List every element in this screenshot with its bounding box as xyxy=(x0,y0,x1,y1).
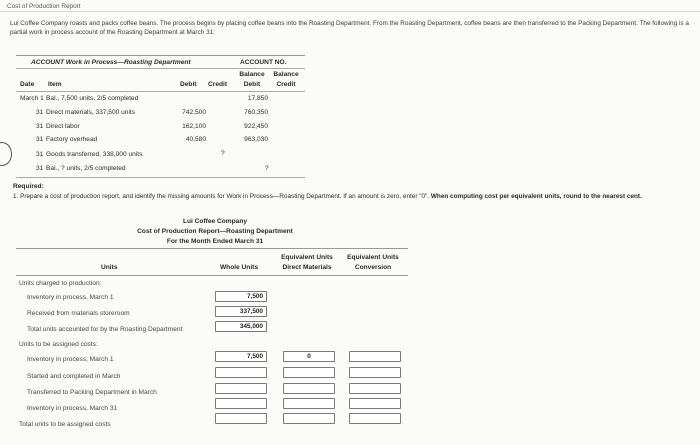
ledger-divider xyxy=(16,68,305,69)
inv2-conv-input[interactable] xyxy=(349,351,401,362)
ledger-header-item: Item xyxy=(48,81,62,88)
inv-end-dm-input[interactable] xyxy=(283,398,335,409)
ledger-row-date: March 1 xyxy=(20,95,44,102)
row-total-assigned: Total units to be assigned costs xyxy=(19,421,111,428)
cursor-arc-icon xyxy=(0,142,12,166)
ledger-row-debit: 40,580 xyxy=(185,136,206,143)
report-top-rule xyxy=(16,248,408,249)
ledger-row-debit: 162,100 xyxy=(182,123,206,130)
ledger-row-item: Goods transferred, 338,000 units xyxy=(46,151,143,158)
ledger-row-date: 31 xyxy=(36,165,44,172)
transferred-dm-input[interactable] xyxy=(283,383,335,394)
col-conv-line2: Conversion xyxy=(354,264,392,271)
ledger-row-date: 31 xyxy=(36,151,44,158)
ledger-row-bal-debit: ? xyxy=(265,165,269,172)
intro-text: Lui Coffee Company roasts and packs coffee beans. The process begins by placing coffee beans into the Roasting Department. From the Roasting Department, coffee beans are then transferred to the Packing Department. The following is a partial work in process account of the Roasting Department at March 31: xyxy=(10,20,689,36)
row-inventory-march1: Inventory in process, March 1 xyxy=(27,294,114,301)
ledger-row-debit: 742,500 xyxy=(182,109,206,116)
ledger-row-bal-debit: 17,850 xyxy=(247,95,268,102)
ledger-row-item: Bal., 7,500 units, 2/5 completed xyxy=(46,95,139,102)
ledger-row-item: Direct labor xyxy=(46,123,80,130)
ledger-header-divider xyxy=(16,91,305,92)
col-dm-line1: Equivalent Units xyxy=(281,254,333,261)
ledger-header-debit: Debit xyxy=(180,81,197,88)
header-divider xyxy=(0,11,700,12)
ledger-header-balance: Balance xyxy=(239,71,265,78)
inv-end-whole-input[interactable] xyxy=(215,398,267,409)
ledger-row-bal-debit: 963,030 xyxy=(244,136,268,143)
started-conv-input[interactable] xyxy=(349,367,401,378)
ledger-row-item: Bal., ? units, 2/5 completed xyxy=(46,165,126,172)
inv-end-conv-input[interactable] xyxy=(349,398,401,409)
section-units-charged: Units charged to production: xyxy=(19,280,102,287)
total-assigned-whole-input[interactable] xyxy=(215,413,267,424)
transferred-conv-input[interactable] xyxy=(349,383,401,394)
ledger-header-bal-debit: Debit xyxy=(243,81,261,88)
ledger-title: ACCOUNT Work in Process—Roasting Department xyxy=(31,59,191,66)
ledger-header-date: Date xyxy=(20,81,35,88)
report-header-rule xyxy=(16,275,408,276)
col-dm-line2: Direct Materials xyxy=(282,264,332,271)
row-received: Received from materials storeroom xyxy=(27,310,130,317)
ledger-row-date: 31 xyxy=(36,123,44,130)
page-title: Cost of Production Report xyxy=(7,3,81,10)
ledger-row-bal-debit: 760,350 xyxy=(244,109,268,116)
total-assigned-conv-input[interactable] xyxy=(349,413,401,424)
ledger-account-no: ACCOUNT NO. xyxy=(240,59,287,66)
section-units-assigned: Units to be assigned costs: xyxy=(19,341,98,348)
total-accounted-whole-input[interactable] xyxy=(215,321,267,332)
received-whole-input[interactable] xyxy=(215,306,267,317)
transferred-whole-input[interactable] xyxy=(215,383,267,394)
col-whole-units: Whole Units xyxy=(219,264,259,271)
required-label: Required: xyxy=(13,183,44,190)
col-units: Units xyxy=(101,264,118,271)
row-total-accounted: Total units accounted for by the Roasting Department xyxy=(27,326,183,333)
ledger-header-balance-2: Balance xyxy=(273,71,299,78)
ledger-row-date: 31 xyxy=(36,109,44,116)
total-assigned-dm-input[interactable] xyxy=(283,413,335,424)
row-transferred: Transferred to Packing Department in March xyxy=(27,389,157,396)
ledger-bottom-rule xyxy=(16,177,305,178)
ledger-row-item: Factory overhead xyxy=(46,136,98,143)
inv2-whole-input[interactable] xyxy=(215,351,267,362)
report-company: Lui Coffee Company xyxy=(182,218,248,225)
ledger-row-credit: ? xyxy=(221,150,225,157)
row-inventory-march1-2: Inventory in process, March 1 xyxy=(27,356,114,363)
ledger-header-bal-credit: Credit xyxy=(276,81,296,88)
started-whole-input[interactable] xyxy=(215,367,267,378)
row-inventory-march31: Inventory in process, March 31 xyxy=(27,405,118,412)
ledger-header-credit: Credit xyxy=(208,81,228,88)
report-title: Cost of Production Report—Roasting Department xyxy=(137,228,293,235)
started-dm-input[interactable] xyxy=(283,367,335,378)
required-text-normal: 1. Prepare a cost of production report, and identify the missing amounts for Work in Process—Roasting Department. If an amount is zero, enter "0". xyxy=(13,193,431,200)
inv2-dm-input[interactable] xyxy=(283,351,335,362)
ledger-row-bal-debit: 922,450 xyxy=(244,123,268,130)
ledger-row-item: Direct materials, 337,500 units xyxy=(46,109,136,116)
ledger-row-date: 31 xyxy=(36,136,44,143)
required-text xyxy=(13,192,693,202)
report-period: For the Month Ended March 31 xyxy=(166,238,264,245)
col-conv-line1: Equivalent Units xyxy=(347,254,399,261)
inv-march1-whole-input[interactable] xyxy=(215,291,267,302)
required-text-bold: When computing cost per equivalent units, round to the nearest cent. xyxy=(430,193,642,200)
row-started-completed: Started and completed in March xyxy=(27,373,121,380)
